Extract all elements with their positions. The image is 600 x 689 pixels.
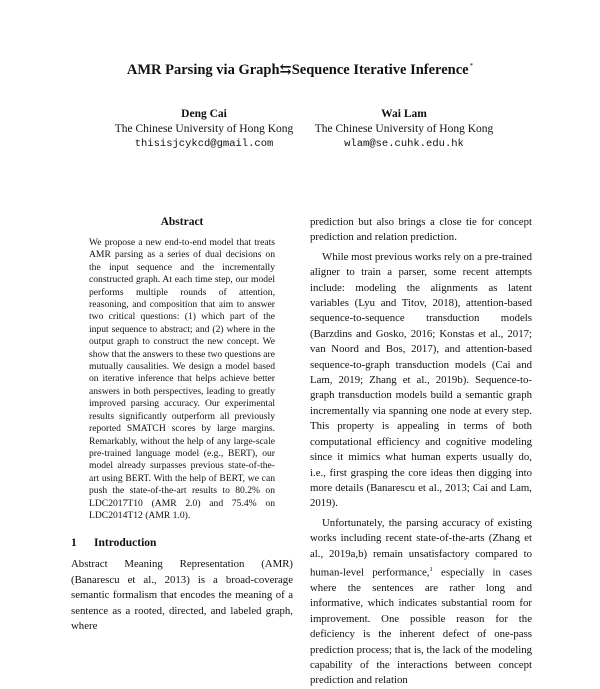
author-block-2 [298, 107, 510, 152]
abstract-heading: Abstract [160, 216, 204, 228]
intro-paragraph: Abstract Meaning Representation (AMR) (Banarescu et al., 2013) is a broad-coverage semantic formalism that encodes the meaning of a sentence as a rooted, directed, and labeled graph, where [71, 558, 293, 632]
title-footnote-mark: * [469, 62, 474, 71]
right-column [310, 215, 532, 689]
left-column [71, 216, 293, 634]
paragraph [310, 516, 532, 689]
paragraph-text: especially in cases where the sentences are rather long and informative, which indicates substantial room for improvement. One possible reason for the deficiency is the inherent defect of one-pass prediction process; that is, the lack of the modeling capability of the interactions between concept prediction and relation [310, 566, 532, 687]
section-title: Introduction [94, 537, 157, 550]
author-affiliation: The Chinese University of Hong Kong [314, 123, 494, 135]
author-name: Wai Lam [381, 108, 427, 120]
section-heading [71, 537, 293, 549]
author-email: thisisjcykcd@gmail.com [134, 138, 274, 150]
paper-title [0, 61, 600, 79]
paragraph-text: Unfortunately, the parsing accuracy of existing works including recent state-of-the-arts (Zhang et al., 2019a,b) remain unsatisfactory compared to human-level performance, [310, 516, 532, 579]
author-block-1 [98, 107, 310, 152]
paragraph: While most previous works rely on a pre-trained aligner to train a parser, some recent attempts include: modeling the alignments as latent variables (Lyu and Titov, 2018), attention-based sequence-to-sequence transduction models (Barzdins and Gosko, 2016; Konstas et al., 2017; van Noord and Bos, 2017), and attention-based sequence-to-graph transduction models (Cai and Lam, 2019; Zhang et al., 2019b). Sequence-to-graph transduction models build a semantic graph incrementally via spanning one node at every step. This property is appealing in terms of both computational efficiency and cognitive modeling since it mimics what human experts usually do, i.e., first grasping the core ideas then digging into more details (Banarescu et al., 2013; Cai and Lam, 2019). [310, 250, 532, 510]
author-affiliation: The Chinese University of Hong Kong [114, 123, 294, 135]
title-text: AMR Parsing via Graph⇆Sequence Iterative Inference [126, 62, 469, 78]
author-name: Deng Cai [181, 108, 227, 120]
author-email: wlam@se.cuhk.edu.hk [344, 138, 464, 150]
abstract-text: We propose a new end-to-end model that treats AMR parsing as a series of dual decisions on the input sequence and the incrementally constructed graph. At each time step, our model performs multiple rounds of attention, reasoning, and composition that aim to answer two critical questions: (1) which part of the input sequence to abstract; and (2) where in the output graph to construct the new concept. We show that the answers to these two questions are mutually causalities. We design a model based on iterative inference that helps achieve better answers in both perspectives, leading to greatly improved parsing accuracy. Our experimental results significantly outperform all previously reported SMATCH scores by large margins. Remarkably, without the help of any large-scale pre-trained language model (e.g., BERT), our model already surpasses previous state-of-the-art using BERT. With the help of BERT, we can push the state-of-the-art results to 80.2% on LDC2017T10 (AMR 2.0) and 75.4% on LDC2014T12 (AMR 1.0). [89, 237, 275, 521]
paragraph: prediction but also brings a close tie for concept prediction and relation prediction. [310, 216, 532, 244]
footnote-mark: 1 [429, 565, 433, 573]
section-number: 1 [71, 537, 77, 550]
